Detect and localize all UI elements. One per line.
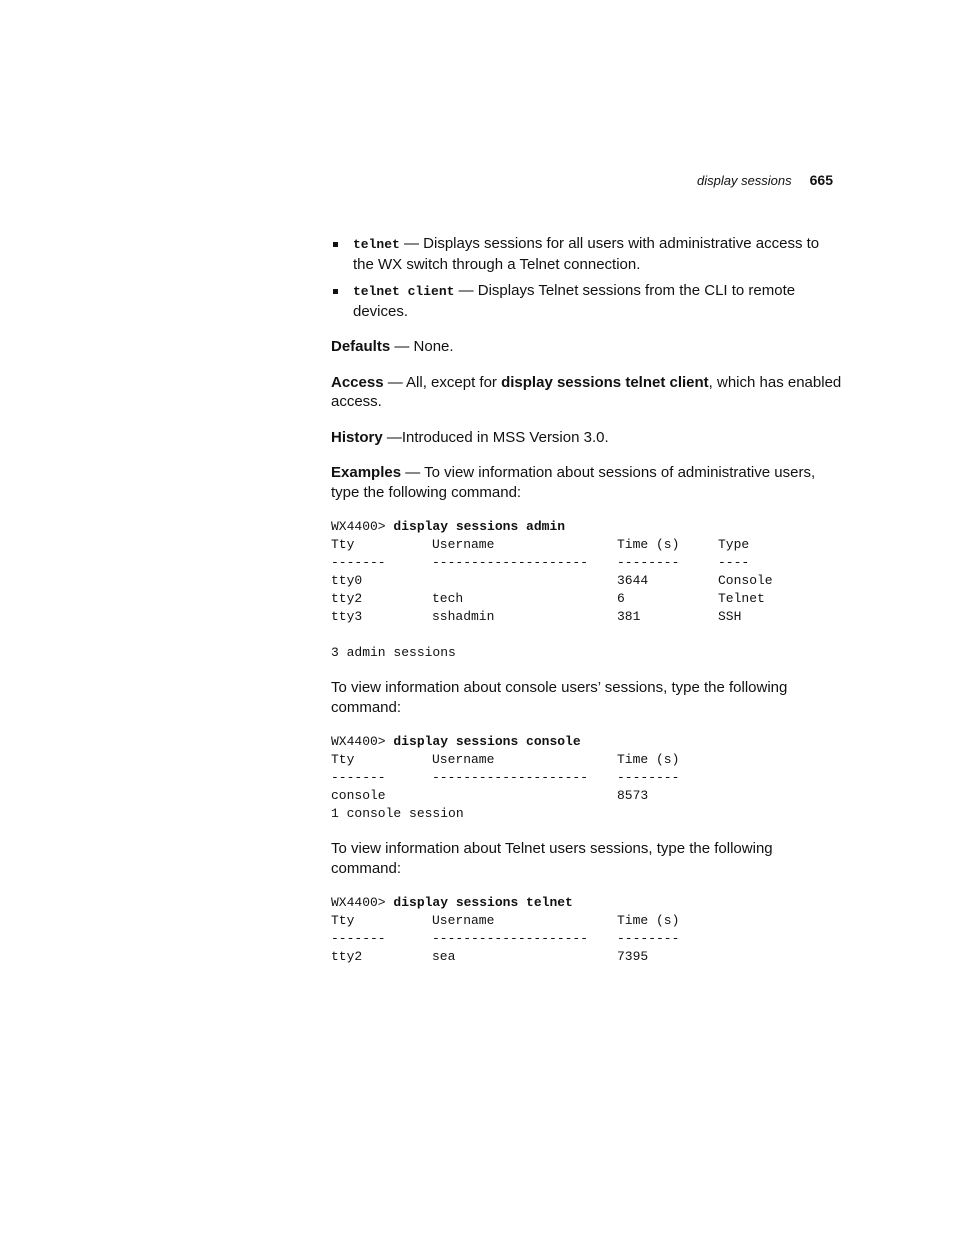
separator: -------: [331, 555, 386, 570]
access-command: display sessions telnet client: [501, 373, 709, 391]
history-label: History: [331, 428, 383, 446]
separator: -------: [331, 770, 386, 785]
separator: --------: [617, 555, 680, 570]
summary: 3 admin sessions: [331, 645, 456, 660]
cell: [432, 572, 617, 590]
telnet-intro: To view information about Telnet users sessions, type the following command:: [331, 840, 773, 877]
cell: sea: [432, 949, 456, 964]
cell: 8573: [617, 788, 649, 803]
command: display sessions console: [393, 734, 581, 749]
table-header-row: [331, 912, 843, 930]
separator-row: [331, 769, 843, 787]
access-paragraph: [331, 373, 843, 412]
cell: tty2: [331, 591, 363, 606]
bullet-keyword: telnet: [353, 237, 400, 252]
bullet-keyword: telnet client: [353, 284, 455, 299]
bullet-telnet-client: [331, 281, 843, 321]
separator: --------------------: [432, 555, 589, 570]
separator: --------------------: [432, 770, 589, 785]
col-header: Tty: [331, 752, 355, 767]
summary: 1 console session: [331, 806, 464, 821]
console-intro: To view information about console users’ sessions, type the following command:: [331, 679, 788, 716]
separator: ----: [718, 555, 750, 570]
table-row: [331, 590, 843, 608]
cell: [432, 787, 617, 805]
col-header: Tty: [331, 537, 355, 552]
table-header-row: [331, 751, 843, 769]
cell: tty3: [331, 609, 363, 624]
table-row: [331, 572, 843, 590]
cell: tty0: [331, 573, 363, 588]
code-block-admin: [331, 518, 843, 662]
col-header: Username: [432, 752, 495, 767]
access-text-before: — All, except for: [383, 373, 502, 391]
command-line: [331, 733, 843, 751]
bullet-square-icon: [333, 289, 338, 294]
summary-line: [331, 644, 843, 662]
cell: tech: [432, 591, 464, 606]
cell: console: [331, 788, 386, 803]
cell: 381: [617, 609, 641, 624]
cell: 6: [617, 591, 625, 606]
table-row: [331, 608, 843, 626]
running-header: [600, 171, 833, 190]
separator-row: [331, 930, 843, 948]
blank-line: [331, 626, 843, 644]
cell: Console: [718, 573, 773, 588]
bullet-text: — Displays sessions for all users with administrative access to the WX switch through a Telnet connection.: [353, 235, 820, 273]
col-header: Time (s): [617, 752, 680, 767]
cell: 3644: [617, 573, 649, 588]
prompt: WX4400>: [331, 734, 394, 749]
col-header: Username: [432, 913, 495, 928]
page-body: [331, 234, 843, 966]
table-header-row: [331, 536, 843, 554]
col-header: Tty: [331, 913, 355, 928]
cell: 7395: [617, 949, 649, 964]
examples-label: Examples: [331, 464, 402, 481]
defaults-text: — None.: [390, 338, 454, 355]
bullet-telnet: [331, 234, 843, 274]
code-block-console: [331, 733, 843, 823]
cell: SSH: [718, 609, 742, 624]
prompt: WX4400>: [331, 519, 394, 534]
access-label: Access: [331, 373, 384, 391]
bullet-square-icon: [333, 242, 338, 247]
page-number: 665: [809, 172, 833, 188]
examples-text: — To view information about sessions of administrative users, type the following command:: [331, 464, 816, 501]
cell: sshadmin: [432, 609, 495, 624]
defaults-paragraph: [331, 337, 843, 357]
col-header: Username: [432, 537, 495, 552]
col-header: Time (s): [617, 913, 680, 928]
section-title: display sessions: [696, 173, 792, 188]
separator: --------: [617, 931, 680, 946]
access-text-after: , which has enabled access.: [331, 373, 842, 410]
command: display sessions admin: [393, 519, 566, 534]
col-header: Time (s): [617, 537, 680, 552]
command: display sessions telnet: [393, 895, 573, 910]
col-header: Type: [718, 537, 750, 552]
table-row: [331, 948, 843, 966]
cell: tty2: [331, 949, 363, 964]
command-line: [331, 518, 843, 536]
prompt: WX4400>: [331, 895, 394, 910]
cell: Telnet: [718, 591, 765, 606]
bullet-text: — Displays Telnet sessions from the CLI to remote devices.: [353, 282, 796, 320]
history-paragraph: [331, 428, 843, 448]
separator: --------------------: [432, 931, 589, 946]
examples-paragraph: [331, 463, 843, 502]
table-row: [331, 787, 843, 805]
history-text: —Introduced in MSS Version 3.0.: [382, 428, 609, 446]
command-line: [331, 894, 843, 912]
defaults-label: Defaults: [331, 338, 391, 355]
code-block-telnet: [331, 894, 843, 966]
separator-row: [331, 554, 843, 572]
separator: --------: [617, 770, 680, 785]
separator: -------: [331, 931, 386, 946]
summary-line: [331, 805, 843, 823]
